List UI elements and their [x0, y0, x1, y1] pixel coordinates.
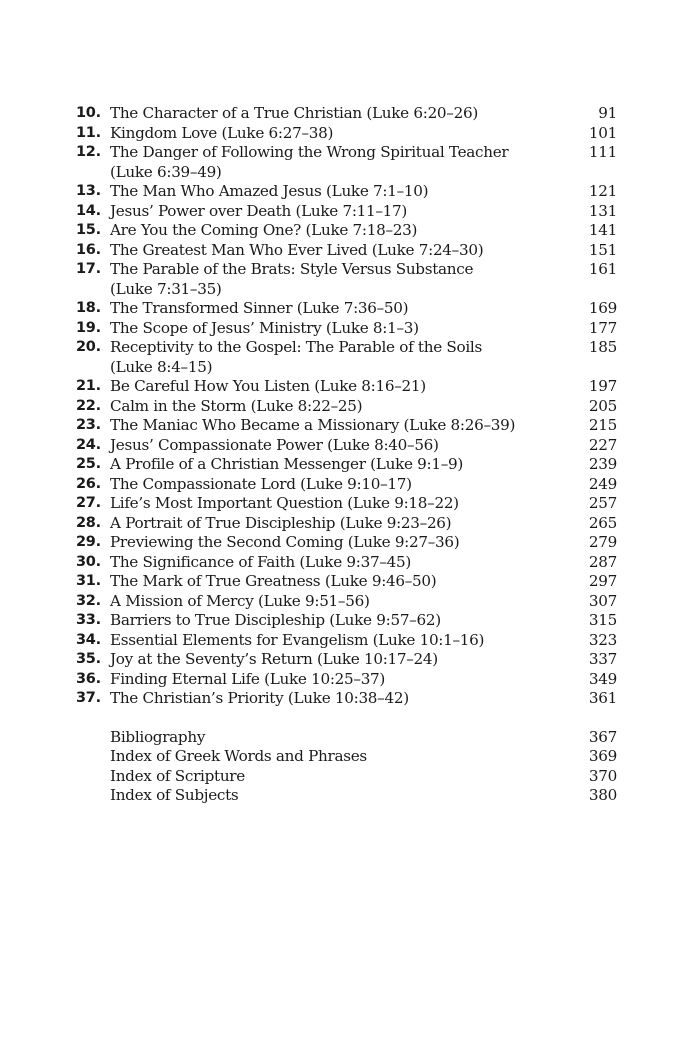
toc-entry — [76, 514, 617, 534]
chapter-title-continuation: (Luke 7:31–35) — [110, 279, 222, 298]
chapter-number: 13. — [76, 183, 101, 199]
backmatter-title: Index of Greek Words and Phrases — [110, 747, 367, 765]
page-number: 287 — [588, 552, 617, 571]
chapter-title — [110, 592, 563, 612]
chapter-title — [110, 611, 563, 631]
chapter-title-text: The Character of a True Christian (Luke 6:20–26) — [110, 104, 478, 122]
chapter-number: 23. — [76, 417, 101, 433]
page-number: 185 — [588, 338, 617, 356]
page-number: 169 — [588, 299, 617, 317]
toc-entry — [76, 650, 617, 670]
page-number: 315 — [588, 611, 617, 629]
toc-entry — [76, 475, 617, 495]
chapter-title-continuation: (Luke 6:39–49) — [110, 162, 222, 181]
chapter-title-text: The Christian’s Priority (Luke 10:38–42) — [110, 689, 409, 707]
table-of-contents — [76, 104, 617, 806]
chapter-number: 12. — [76, 144, 101, 160]
chapter-title-text: Barriers to True Discipleship (Luke 9:57–62) — [110, 611, 441, 629]
toc-entry — [76, 202, 617, 222]
toc-entry — [76, 338, 617, 377]
chapter-title-continuation: (Luke 8:4–15) — [110, 357, 213, 376]
toc-entry — [76, 572, 617, 592]
toc-entry — [76, 494, 617, 514]
page-number: 205 — [588, 396, 617, 415]
page-number: 197 — [588, 377, 617, 395]
chapter-title-text: The Parable of the Brats: Style Versus Substance — [110, 260, 474, 278]
toc-entry — [76, 689, 617, 709]
chapter-title — [110, 221, 563, 241]
chapter-number: 36. — [76, 670, 101, 687]
page-number: 369 — [588, 747, 617, 765]
page-number: 131 — [588, 201, 617, 220]
toc-entry — [76, 182, 617, 202]
page-number: 141 — [588, 221, 617, 239]
chapter-title-text: A Profile of a Christian Messenger (Luke 9:1–9) — [110, 455, 464, 473]
section-gap — [76, 709, 617, 728]
backmatter-title: Bibliography — [110, 727, 206, 746]
chapter-number: 18. — [76, 300, 101, 316]
backmatter-title: Index of Subjects — [110, 786, 239, 804]
chapter-title — [110, 416, 563, 436]
chapter-title-text: The Greatest Man Who Ever Lived (Luke 7:24–30) — [110, 240, 484, 259]
page-number: 91 — [598, 104, 617, 122]
page-number: 307 — [588, 591, 617, 610]
toc-entry — [76, 611, 617, 631]
chapter-title — [110, 455, 563, 475]
backmatter-entry — [76, 767, 617, 787]
page-number: 215 — [588, 416, 617, 434]
chapter-number: 17. — [76, 261, 101, 277]
page-number: 227 — [588, 435, 617, 454]
chapter-title — [110, 494, 563, 514]
chapter-title-text: Calm in the Storm (Luke 8:22–25) — [110, 396, 363, 415]
chapter-title — [110, 533, 563, 553]
chapter-number: 28. — [76, 514, 101, 531]
chapter-title — [110, 397, 563, 417]
page-number: 279 — [588, 533, 617, 551]
chapter-title — [110, 241, 563, 261]
chapter-title-text: Finding Eternal Life (Luke 10:25–37) — [110, 669, 386, 688]
chapter-title-text: Receptivity to the Gospel: The Parable of the Soils — [110, 338, 482, 356]
chapter-title-text: The Mark of True Greatness (Luke 9:46–50) — [110, 572, 437, 590]
chapter-list — [76, 104, 617, 709]
chapter-title — [110, 377, 563, 397]
chapter-number: 19. — [76, 319, 101, 336]
chapter-title-text: The Scope of Jesus’ Ministry (Luke 8:1–3) — [110, 318, 419, 337]
toc-entry — [76, 397, 617, 417]
chapter-number: 16. — [76, 241, 101, 258]
page-number: 349 — [588, 669, 617, 688]
chapter-number: 15. — [76, 222, 101, 238]
chapter-title — [110, 436, 563, 456]
toc-entry — [76, 416, 617, 436]
page-number: 161 — [588, 260, 617, 278]
chapter-title-text: The Man Who Amazed Jesus (Luke 7:1–10) — [110, 182, 429, 200]
page-number: 380 — [588, 786, 617, 804]
page-number: 361 — [588, 689, 617, 707]
chapter-title-text: The Transformed Sinner (Luke 7:36–50) — [110, 299, 409, 317]
chapter-number: 14. — [76, 202, 101, 219]
chapter-number: 35. — [76, 651, 101, 667]
toc-entry — [76, 143, 617, 182]
chapter-title-text: Joy at the Seventy’s Return (Luke 10:17–24) — [110, 650, 438, 668]
toc-entry — [76, 533, 617, 553]
chapter-number: 26. — [76, 475, 101, 492]
chapter-title-text: Previewing the Second Coming (Luke 9:27–36) — [110, 533, 460, 551]
chapter-number: 33. — [76, 612, 101, 628]
toc-entry — [76, 241, 617, 261]
chapter-title — [110, 319, 563, 339]
chapter-title-text: Are You the Coming One? (Luke 7:18–23) — [110, 221, 418, 239]
chapter-title-text: Kingdom Love (Luke 6:27–38) — [110, 123, 334, 142]
chapter-title — [110, 338, 563, 377]
chapter-title — [110, 689, 563, 709]
chapter-number: 27. — [76, 495, 101, 511]
toc-entry — [76, 436, 617, 456]
page-number: 297 — [588, 572, 617, 590]
page-number: 121 — [588, 182, 617, 200]
page-number: 239 — [588, 455, 617, 473]
page-number: 177 — [588, 318, 617, 337]
toc-entry — [76, 221, 617, 241]
chapter-title — [110, 202, 563, 222]
chapter-title — [110, 631, 563, 651]
toc-entry — [76, 377, 617, 397]
backmatter-entry — [76, 747, 617, 767]
toc-entry — [76, 553, 617, 573]
toc-entry — [76, 319, 617, 339]
chapter-title — [110, 143, 563, 182]
page-number: 101 — [588, 123, 617, 142]
chapter-title — [110, 124, 563, 144]
chapter-title-text: A Portrait of True Discipleship (Luke 9:23–26) — [110, 513, 452, 532]
backmatter-entry — [76, 786, 617, 806]
chapter-title-text: The Danger of Following the Wrong Spiritual Teacher — [110, 143, 509, 161]
backmatter-entry — [76, 728, 617, 748]
chapter-title-text: Life’s Most Important Question (Luke 9:18–22) — [110, 494, 459, 512]
toc-entry — [76, 455, 617, 475]
page-number: 257 — [588, 494, 617, 512]
chapter-title — [110, 650, 563, 670]
chapter-number: 20. — [76, 339, 101, 355]
chapter-title — [110, 182, 563, 202]
chapter-title — [110, 670, 563, 690]
toc-entry — [76, 592, 617, 612]
chapter-number: 31. — [76, 573, 101, 589]
chapter-title-text: The Maniac Who Became a Missionary (Luke 8:26–39) — [110, 416, 516, 434]
chapter-title — [110, 572, 563, 592]
chapter-number: 22. — [76, 397, 101, 414]
chapter-title — [110, 475, 563, 495]
page-number: 111 — [588, 143, 617, 161]
chapter-number: 24. — [76, 436, 101, 453]
chapter-number: 21. — [76, 378, 101, 394]
toc-entry — [76, 104, 617, 124]
chapter-number: 34. — [76, 631, 101, 648]
chapter-title — [110, 553, 563, 573]
chapter-title-text: Jesus’ Compassionate Power (Luke 8:40–56) — [110, 435, 439, 454]
toc-entry — [76, 260, 617, 299]
backmatter-title: Index of Scripture — [110, 766, 245, 785]
page-number: 151 — [588, 240, 617, 259]
backmatter-list — [76, 728, 617, 806]
chapter-number: 32. — [76, 592, 101, 609]
toc-entry — [76, 670, 617, 690]
page-number: 265 — [588, 513, 617, 532]
page-number: 249 — [588, 474, 617, 493]
toc-entry — [76, 299, 617, 319]
chapter-title-text: Essential Elements for Evangelism (Luke 10:1–16) — [110, 630, 485, 649]
page-number: 337 — [588, 650, 617, 668]
chapter-title — [110, 299, 563, 319]
toc-entry — [76, 631, 617, 651]
chapter-title-text: Be Careful How You Listen (Luke 8:16–21) — [110, 377, 426, 395]
chapter-number: 37. — [76, 690, 101, 706]
page-number: 323 — [588, 630, 617, 649]
page-number: 367 — [588, 727, 617, 746]
chapter-title-text: Jesus’ Power over Death (Luke 7:11–17) — [110, 201, 408, 220]
chapter-number: 29. — [76, 534, 101, 550]
chapter-number: 10. — [76, 105, 101, 121]
chapter-title-text: The Significance of Faith (Luke 9:37–45) — [110, 552, 411, 571]
chapter-title-text: A Mission of Mercy (Luke 9:51–56) — [110, 591, 370, 610]
chapter-title — [110, 260, 563, 299]
chapter-title — [110, 104, 563, 124]
chapter-number: 25. — [76, 456, 101, 472]
chapter-number: 11. — [76, 124, 101, 141]
page-number: 370 — [588, 766, 617, 785]
toc-entry — [76, 124, 617, 144]
chapter-title — [110, 514, 563, 534]
chapter-title-text: The Compassionate Lord (Luke 9:10–17) — [110, 474, 412, 493]
chapter-number: 30. — [76, 553, 101, 570]
